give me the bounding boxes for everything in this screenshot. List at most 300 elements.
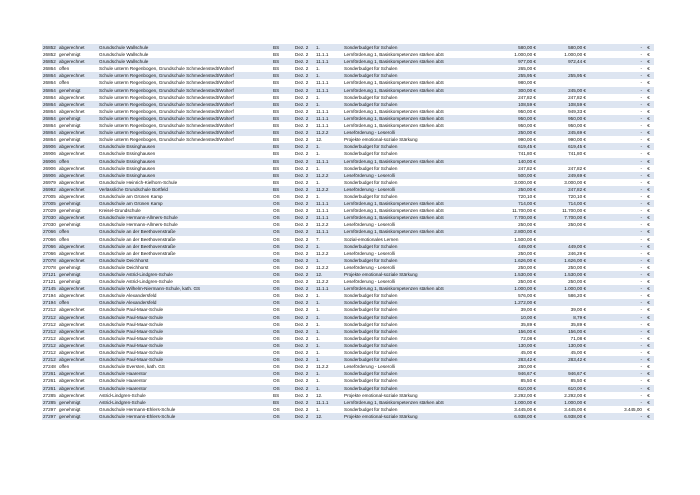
department-cell: Dez. 2 — [294, 200, 315, 207]
department-cell: Dez. 2 — [294, 292, 315, 299]
measure-cell: Leseförderung - Leserolli — [343, 221, 479, 228]
school-cell: Grundschule Deichhorst — [98, 257, 272, 264]
status-cell: abgerechnet — [58, 186, 98, 193]
measure-code-cell: 12. — [315, 271, 343, 278]
table-row — [42, 87, 654, 94]
approved-amount-cell: 1.000,00 € — [537, 285, 587, 292]
region-cell: BS — [272, 108, 294, 115]
department-cell: Dez. 2 — [294, 285, 315, 292]
department-cell: Dez. 2 — [294, 186, 315, 193]
id-cell: 27285 — [42, 399, 58, 406]
region-cell: OS — [272, 406, 294, 413]
measure-cell: Sonderbudget für Schulen — [343, 292, 479, 299]
status-cell: abgerechnet — [58, 314, 98, 321]
id-cell: 27030 — [42, 221, 58, 228]
id-cell: 26864 — [42, 122, 58, 129]
currency-cell: € — [643, 413, 654, 420]
measure-cell: Lernförderung 1, Basiskompetenzen stärken abS — [343, 108, 479, 115]
currency-cell: € — [643, 228, 654, 235]
region-cell: BS — [272, 150, 294, 157]
measure-code-cell: 11.2.2 — [315, 129, 343, 136]
department-cell: Dez. 2 — [294, 122, 315, 129]
approved-amount-cell: 156,00 € — [537, 328, 587, 335]
region-cell: OS — [272, 413, 294, 420]
currency-cell: € — [643, 399, 654, 406]
currency-cell: € — [643, 385, 654, 392]
table-row — [42, 221, 654, 228]
department-cell: Dez. 2 — [294, 193, 315, 200]
status-cell: genehmigt — [58, 406, 98, 413]
school-cell: Grundschule Eversten, kath. GS — [98, 363, 272, 370]
currency-cell: € — [643, 214, 654, 221]
id-cell: 27029 — [42, 207, 58, 214]
extra-amount-cell: - — [587, 115, 643, 122]
school-cell: Schule unterm Regenbogen, Grundschule Schmedenstedt/Wolterf — [98, 122, 272, 129]
measure-code-cell: 1. — [315, 314, 343, 321]
measure-code-cell: 1. — [315, 94, 343, 101]
extra-amount-cell: - — [587, 321, 643, 328]
requested-amount-cell: 108,59 € — [479, 101, 537, 108]
department-cell: Dez. 2 — [294, 108, 315, 115]
region-cell: BS — [272, 129, 294, 136]
measure-cell: Leseförderung - Leserolli — [343, 250, 479, 257]
measure-cell: Leseförderung - Leserolli — [343, 186, 479, 193]
extra-amount-cell: - — [587, 328, 643, 335]
measure-cell: Sonderbudget für Schulen — [343, 179, 479, 186]
region-cell: OS — [272, 236, 294, 243]
measure-code-cell: 1. — [315, 150, 343, 157]
school-cell: Grundschule Wilhelm-Niermann-Schule, kath. GS — [98, 285, 272, 292]
table-row — [42, 278, 654, 285]
requested-amount-cell: 250,00 € — [479, 250, 537, 257]
status-cell: offen — [58, 79, 98, 86]
id-cell: 27066 — [42, 243, 58, 250]
school-cell: Grundschule Heinrich-Kielhorn-Schule — [98, 179, 272, 186]
measure-cell: Leseförderung - Leserolli — [343, 129, 479, 136]
status-cell: genehmigt — [58, 136, 98, 143]
school-cell: Grundschule Hermann-Ehlers-Schule — [98, 413, 272, 420]
measure-cell: Leseförderung - Leserolli — [343, 363, 479, 370]
measure-cell: Sonderbudget für Schulen — [343, 165, 479, 172]
measure-cell: Sozial-emotionales Lernen — [343, 236, 479, 243]
measure-cell: Lernförderung 1, Basiskompetenzen stärken abS — [343, 79, 479, 86]
region-cell: OS — [272, 299, 294, 306]
approved-amount-cell: 972,44 € — [537, 58, 587, 65]
id-cell: 26864 — [42, 94, 58, 101]
table-body — [42, 44, 654, 420]
measure-cell: Lernförderung 1, Basiskompetenzen stärken abS — [343, 200, 479, 207]
requested-amount-cell: 1.626,00 € — [479, 257, 537, 264]
table-row — [42, 165, 654, 172]
requested-amount-cell: 250,00 € — [479, 264, 537, 271]
requested-amount-cell: 35,89 € — [479, 321, 537, 328]
status-cell: abgerechnet — [58, 292, 98, 299]
table-row — [42, 214, 654, 221]
region-cell: BS — [272, 94, 294, 101]
currency-cell: € — [643, 129, 654, 136]
id-cell: 27005 — [42, 193, 58, 200]
extra-amount-cell: - — [587, 314, 643, 321]
department-cell: Dez. 2 — [294, 51, 315, 58]
measure-code-cell: 11.1.1 — [315, 51, 343, 58]
requested-amount-cell: 3.000,00 € — [479, 179, 537, 186]
department-cell: Dez. 2 — [294, 243, 315, 250]
department-cell: Dez. 2 — [294, 299, 315, 306]
currency-cell: € — [643, 94, 654, 101]
measure-code-cell: 11.1.1 — [315, 108, 343, 115]
department-cell: Dez. 2 — [294, 278, 315, 285]
id-cell: 27285 — [42, 392, 58, 399]
currency-cell: € — [643, 335, 654, 342]
department-cell: Dez. 2 — [294, 129, 315, 136]
table-row — [42, 264, 654, 271]
approved-amount-cell: 990,00 € — [537, 136, 587, 143]
requested-amount-cell: 72,08 € — [479, 335, 537, 342]
currency-cell: € — [643, 250, 654, 257]
school-cell: Grundschule Astrid-Lindgren-Schule — [98, 271, 272, 278]
extra-amount-cell: - — [587, 165, 643, 172]
approved-amount-cell: 1.626,00 € — [537, 257, 587, 264]
status-cell: genehmigt — [58, 51, 98, 58]
status-cell: genehmigt — [58, 278, 98, 285]
table-row — [42, 207, 654, 214]
region-cell: BS — [272, 44, 294, 51]
measure-cell: Sonderbudget für Schulen — [343, 335, 479, 342]
table-row — [42, 399, 654, 406]
region-cell: OS — [272, 385, 294, 392]
school-cell: Grundschule Haarentor — [98, 385, 272, 392]
school-cell: Grundschule Hermann-Ehlers-Schule — [98, 406, 272, 413]
approved-amount-cell: 247,82 € — [537, 94, 587, 101]
extra-amount-cell: - — [587, 413, 643, 420]
department-cell: Dez. 2 — [294, 363, 315, 370]
data-table — [42, 44, 654, 420]
requested-amount-cell: 2.800,00 € — [479, 228, 537, 235]
school-cell: Kreisel-Grundschule — [98, 207, 272, 214]
id-cell: 27212 — [42, 328, 58, 335]
requested-amount-cell: 610,00 € — [479, 385, 537, 392]
approved-amount-cell: 249,69 € — [537, 172, 587, 179]
id-cell: 27212 — [42, 314, 58, 321]
currency-cell: € — [643, 356, 654, 363]
id-cell: 27212 — [42, 349, 58, 356]
table-row — [42, 356, 654, 363]
approved-amount-cell: 580,00 € — [537, 44, 587, 51]
region-cell: OS — [272, 221, 294, 228]
extra-amount-cell: - — [587, 306, 643, 313]
currency-cell: € — [643, 236, 654, 243]
extra-amount-cell: - — [587, 44, 643, 51]
status-cell: offen — [58, 228, 98, 235]
requested-amount-cell: 1.530,00 € — [479, 271, 537, 278]
status-cell: genehmigt — [58, 122, 98, 129]
school-cell: Astrid-Lindgren-Schule — [98, 399, 272, 406]
department-cell: Dez. 2 — [294, 335, 315, 342]
requested-amount-cell: 247,82 € — [479, 94, 537, 101]
measure-code-cell: 12. — [315, 136, 343, 143]
measure-cell: Sonderbudget für Schulen — [343, 328, 479, 335]
currency-cell: € — [643, 51, 654, 58]
measure-cell: Sonderbudget für Schulen — [343, 257, 479, 264]
id-cell: 27078 — [42, 264, 58, 271]
extra-amount-cell: - — [587, 257, 643, 264]
department-cell: Dez. 2 — [294, 79, 315, 86]
status-cell: offen — [58, 65, 98, 72]
extra-amount-cell: - — [587, 172, 643, 179]
school-cell: Schule unterm Regenbogen, Grundschule Schmedenstedt/Wolterf — [98, 87, 272, 94]
requested-amount-cell: 3.445,00 € — [479, 406, 537, 413]
requested-amount-cell: 714,00 € — [479, 200, 537, 207]
currency-cell: € — [643, 328, 654, 335]
measure-cell: Lernförderung 1, Basiskompetenzen stärken abS — [343, 87, 479, 94]
approved-amount-cell: 449,00 € — [537, 243, 587, 250]
id-cell: 27248 — [42, 363, 58, 370]
measure-cell: Lernförderung 1, Basiskompetenzen stärken abS — [343, 228, 479, 235]
id-cell: 26906 — [42, 150, 58, 157]
extra-amount-cell: - — [587, 94, 643, 101]
status-cell: genehmigt — [58, 87, 98, 94]
id-cell: 26906 — [42, 143, 58, 150]
table-row — [42, 299, 654, 306]
region-cell: BS — [272, 158, 294, 165]
requested-amount-cell: 741,80 € — [479, 150, 537, 157]
extra-amount-cell: - — [587, 87, 643, 94]
status-cell: abgerechnet — [58, 349, 98, 356]
approved-amount-cell — [537, 228, 587, 235]
department-cell: Dez. 2 — [294, 399, 315, 406]
school-cell: Grundschule Wallschule — [98, 58, 272, 65]
school-cell: Grundschule Paul-Maar-Schule — [98, 335, 272, 342]
department-cell: Dez. 2 — [294, 214, 315, 221]
currency-cell: € — [643, 257, 654, 264]
requested-amount-cell: 265,00 € — [479, 65, 537, 72]
region-cell: BS — [272, 87, 294, 94]
requested-amount-cell: 990,00 € — [479, 136, 537, 143]
currency-cell: € — [643, 122, 654, 129]
id-cell: 27194 — [42, 292, 58, 299]
currency-cell: € — [643, 115, 654, 122]
approved-amount-cell — [537, 79, 587, 86]
measure-cell: Sonderbudget für Schulen — [343, 72, 479, 79]
department-cell: Dez. 2 — [294, 87, 315, 94]
table-row — [42, 143, 654, 150]
requested-amount-cell: 85,50 € — [479, 377, 537, 384]
requested-amount-cell: 946,67 € — [479, 370, 537, 377]
approved-amount-cell: 3.445,00 € — [537, 406, 587, 413]
school-cell: Schule unterm Regenbogen, Grundschule Schmedenstedt/Wolterf — [98, 79, 272, 86]
measure-code-cell: 11.2.2 — [315, 221, 343, 228]
currency-cell: € — [643, 363, 654, 370]
department-cell: Dez. 2 — [294, 356, 315, 363]
approved-amount-cell: 255,95 € — [537, 72, 587, 79]
requested-amount-cell: 156,00 € — [479, 328, 537, 335]
id-cell: 27212 — [42, 335, 58, 342]
extra-amount-cell: - — [587, 363, 643, 370]
measure-cell: Sonderbudget für Schulen — [343, 193, 479, 200]
measure-code-cell: 1. — [315, 257, 343, 264]
status-cell: genehmigt — [58, 399, 98, 406]
measure-cell: Sonderbudget für Schulen — [343, 101, 479, 108]
currency-cell: € — [643, 158, 654, 165]
extra-amount-cell: - — [587, 271, 643, 278]
currency-cell: € — [643, 193, 654, 200]
currency-cell: € — [643, 44, 654, 51]
department-cell: Dez. 2 — [294, 165, 315, 172]
measure-code-cell: 1. — [315, 193, 343, 200]
requested-amount-cell: 250,00 € — [479, 221, 537, 228]
status-cell: abgerechnet — [58, 179, 98, 186]
table-row — [42, 285, 654, 292]
extra-amount-cell: - — [587, 250, 643, 257]
currency-cell: € — [643, 101, 654, 108]
school-cell: Grundschule Paul-Maar-Schule — [98, 321, 272, 328]
table-row — [42, 122, 654, 129]
table-row — [42, 314, 654, 321]
measure-code-cell: 11.2.2 — [315, 278, 343, 285]
id-cell: 27212 — [42, 306, 58, 313]
measure-code-cell: 11.1.1 — [315, 207, 343, 214]
table-row — [42, 51, 654, 58]
currency-cell: € — [643, 349, 654, 356]
measure-code-cell: 11.2.2 — [315, 264, 343, 271]
school-cell: Grundschule Paul-Maar-Schule — [98, 349, 272, 356]
measure-cell: Leseförderung - Leserolli — [343, 264, 479, 271]
extra-amount-cell: - — [587, 342, 643, 349]
region-cell: BS — [272, 399, 294, 406]
measure-code-cell: 1. — [315, 406, 343, 413]
status-cell: abgerechnet — [58, 335, 98, 342]
table-row — [42, 306, 654, 313]
requested-amount-cell: 130,00 € — [479, 342, 537, 349]
department-cell: Dez. 2 — [294, 221, 315, 228]
approved-amount-cell: 950,00 € — [537, 122, 587, 129]
id-cell: 26864 — [42, 101, 58, 108]
school-cell: Astrid-Lindgren-Schule — [98, 392, 272, 399]
approved-amount-cell — [537, 65, 587, 72]
measure-code-cell: 11.1.1 — [315, 399, 343, 406]
status-cell: offen — [58, 299, 98, 306]
department-cell: Dez. 2 — [294, 65, 315, 72]
table-row — [42, 363, 654, 370]
school-cell: Grundschule am Grünen Kamp — [98, 200, 272, 207]
extra-amount-cell: - — [587, 58, 643, 65]
approved-amount-cell: 1.000,00 € — [537, 51, 587, 58]
extra-amount-cell: - — [587, 158, 643, 165]
region-cell: BS — [272, 392, 294, 399]
table-row — [42, 65, 654, 72]
department-cell: Dez. 2 — [294, 385, 315, 392]
measure-code-cell: 1. — [315, 179, 343, 186]
measure-code-cell: 1. — [315, 72, 343, 79]
school-cell: Schule unterm Regenbogen, Grundschule Schmedenstedt/Wolterf — [98, 108, 272, 115]
approved-amount-cell: 250,00 € — [537, 278, 587, 285]
measure-code-cell: 1. — [315, 370, 343, 377]
approved-amount-cell: 720,10 € — [537, 193, 587, 200]
id-cell: 27030 — [42, 214, 58, 221]
measure-code-cell: 11.2.2 — [315, 186, 343, 193]
requested-amount-cell: 45,00 € — [479, 349, 537, 356]
status-cell: abgerechnet — [58, 214, 98, 221]
table-row — [42, 377, 654, 384]
department-cell: Dez. 2 — [294, 44, 315, 51]
region-cell: OS — [272, 257, 294, 264]
school-cell: Grundschule an der Beethovenstraße — [98, 250, 272, 257]
measure-cell: Sonderbudget für Schulen — [343, 143, 479, 150]
region-cell: BS — [272, 143, 294, 150]
id-cell: 27121 — [42, 278, 58, 285]
department-cell: Dez. 2 — [294, 58, 315, 65]
measure-code-cell: 1. — [315, 299, 343, 306]
approved-amount-cell: 949,33 € — [537, 108, 587, 115]
department-cell: Dez. 2 — [294, 143, 315, 150]
status-cell: abgerechnet — [58, 44, 98, 51]
approved-amount-cell: 946,67 € — [537, 370, 587, 377]
id-cell: 27297 — [42, 413, 58, 420]
table-row — [42, 158, 654, 165]
measure-code-cell: 1. — [315, 306, 343, 313]
measure-code-cell: 11.1.1 — [315, 87, 343, 94]
extra-amount-cell: - — [587, 72, 643, 79]
region-cell: BS — [272, 172, 294, 179]
requested-amount-cell: 950,00 € — [479, 122, 537, 129]
currency-cell: € — [643, 278, 654, 285]
status-cell: abgerechnet — [58, 193, 98, 200]
measure-code-cell: 7. — [315, 236, 343, 243]
measure-cell: Sonderbudget für Schulen — [343, 356, 479, 363]
region-cell: BS — [272, 72, 294, 79]
school-cell: Grundschule am Grünen Kamp — [98, 193, 272, 200]
school-cell: Schule unterm Regenbogen, Grundschule Schmedenstedt/Wolterf — [98, 65, 272, 72]
region-cell: OS — [272, 342, 294, 349]
table-row — [42, 58, 654, 65]
region-cell: OS — [272, 363, 294, 370]
measure-cell: Sonderbudget für Schulen — [343, 94, 479, 101]
status-cell: abgerechnet — [58, 356, 98, 363]
school-cell: Schule unterm Regenbogen, Grundschule Schmedenstedt/Wolterf — [98, 115, 272, 122]
table-row — [42, 321, 654, 328]
approved-amount-cell: 108,59 € — [537, 101, 587, 108]
status-cell: genehmigt — [58, 207, 98, 214]
requested-amount-cell: 2.292,00 € — [479, 392, 537, 399]
table-row — [42, 200, 654, 207]
requested-amount-cell: 11.700,00 € — [479, 207, 537, 214]
requested-amount-cell: 580,00 € — [479, 44, 537, 51]
department-cell: Dez. 2 — [294, 207, 315, 214]
measure-code-cell: 1. — [315, 349, 343, 356]
approved-amount-cell — [537, 299, 587, 306]
measure-cell: Sonderbudget für Schulen — [343, 321, 479, 328]
status-cell: abgerechnet — [58, 377, 98, 384]
requested-amount-cell: 7.700,00 € — [479, 214, 537, 221]
school-cell: Schule unterm Regenbogen, Grundschule Schmedenstedt/Wolterf — [98, 94, 272, 101]
table-row — [42, 193, 654, 200]
approved-amount-cell: 250,00 € — [537, 221, 587, 228]
requested-amount-cell: 1.000,00 € — [479, 285, 537, 292]
measure-cell: Sonderbudget für Schulen — [343, 65, 479, 72]
status-cell: abgerechnet — [58, 94, 98, 101]
requested-amount-cell: 6.938,00 € — [479, 413, 537, 420]
region-cell: OS — [272, 285, 294, 292]
region-cell: OS — [272, 349, 294, 356]
extra-amount-cell: - — [587, 356, 643, 363]
extra-amount-cell: - — [587, 101, 643, 108]
measure-code-cell: 1. — [315, 321, 343, 328]
measure-cell: Projekte emotional-soziale Stärkung — [343, 271, 479, 278]
measure-code-cell: 1. — [315, 377, 343, 384]
extra-amount-cell: - — [587, 278, 643, 285]
status-cell: genehmigt — [58, 264, 98, 271]
measure-cell: Sonderbudget für Schulen — [343, 385, 479, 392]
